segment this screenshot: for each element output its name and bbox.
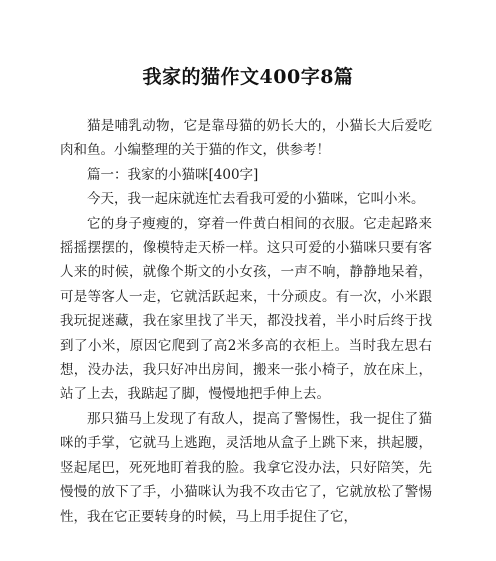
paragraph: 它的身子瘦瘦的，穿着一件黄白相间的衣服。它走起路来摇摇摆摆的，像模特走天桥一样。这只可爱的小猫咪只要有客人来的时候，就像个斯文的小女孩，一声不响，静静地呆着，可是等客人一走，它就活跃起来，十分顽皮。有一次，小米跟我玩捉迷藏，我在家里找了半天，都没找着，半小时后终于找到了小米，原因它爬到了高2米多高的衣柜上。当时我左思右想，没办法，我只好冲出房间，搬来一张小椅子，放在床上，站了上去，我踮起了脚，慢慢地把手伸上去。 — [60, 215, 432, 403]
document-body — [60, 114, 432, 529]
paragraph: 今天，我一起床就连忙去看我可爱的小猫咪，它叫小米。 — [87, 191, 425, 208]
paragraph: 那只猫马上发现了有敌人，提高了警惕性，我一捉住了猫咪的手掌，它就马上逃跑，灵活地从盒子上跳下来，拱起腰，竖起尾巴，死死地盯着我的脸。我拿它没办法，只好陪笑，先慢慢的放下了手，小猫咪认为我不攻击它了，它就放松了警惕性，我在它正要转身的时候，马上用手捉住了它， — [60, 410, 432, 525]
paragraph-section-heading: 篇一：我家的小猫咪[400字] — [87, 166, 259, 183]
paragraph-intro: 猫是哺乳动物，它是靠母猫的奶长大的，小猫长大后爱吃肉和鱼。小编整理的关于猫的作文，供参考！ — [60, 118, 432, 159]
document-title: 我家的猫作文400字8篇 — [142, 66, 354, 88]
